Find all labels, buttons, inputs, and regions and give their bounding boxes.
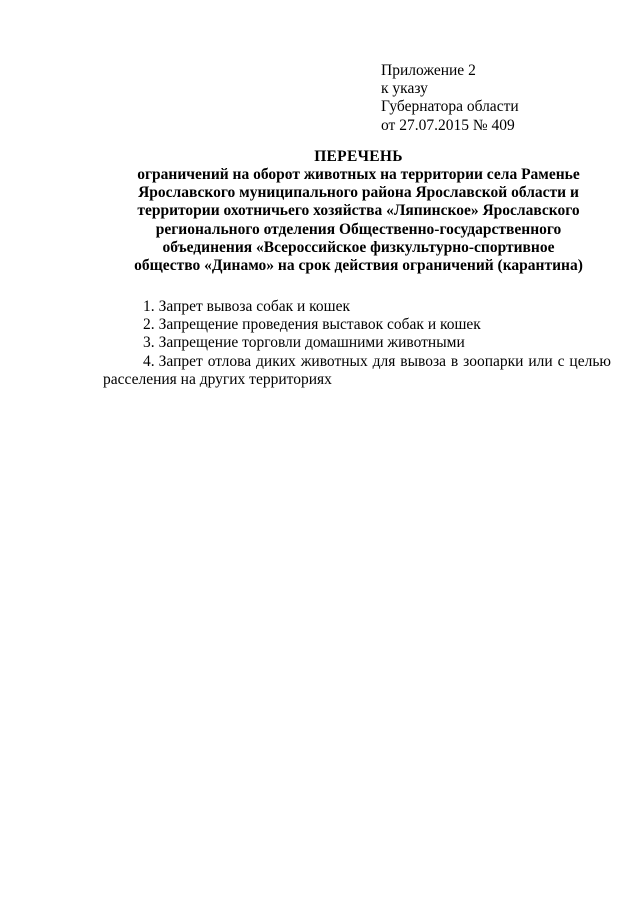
subtitle-line: территории охотничьего хозяйства «Ляпинское» Ярославского <box>137 202 580 220</box>
list-item <box>103 316 611 334</box>
list-item <box>103 353 611 389</box>
document-title: ПЕРЕЧЕНЬ <box>314 148 403 165</box>
list-item-text: Запрещение проведения выставок собак и кошек <box>158 316 481 334</box>
appendix-line: Приложение 2 <box>381 62 476 79</box>
subtitle-line: регионального отделения Общественно-государственного <box>155 220 562 238</box>
subtitle-line: Ярославского муниципального района Ярославской области и <box>138 184 579 202</box>
subtitle-line: общество «Динамо» на срок действия ограничений (карантина) <box>134 257 583 275</box>
subtitle-line: ограничений на оборот животных на территории села Раменье <box>137 166 580 183</box>
list-item-text: Запрет отлова диких животных для вывоза в зоопарки или с целью <box>158 352 611 370</box>
list-item-number: 3. <box>143 334 155 352</box>
list-item <box>103 298 611 316</box>
appendix-line: Губернатора области <box>381 98 519 116</box>
appendix-block <box>381 62 621 135</box>
list-item <box>103 334 611 352</box>
list-item-number: 1. <box>143 298 155 315</box>
list-item-line <box>103 353 611 371</box>
list-item-number: 4. <box>143 352 155 370</box>
document-subtitle <box>103 166 614 275</box>
list-item-number: 2. <box>143 316 155 334</box>
restrictions-list <box>103 298 611 389</box>
subtitle-line: объединения «Всероссийское физкультурно-спортивное <box>162 238 555 256</box>
appendix-line: от 27.07.2015 № 409 <box>381 116 515 134</box>
list-item-text: Запрещение торговли домашними животными <box>158 334 465 352</box>
appendix-line: к указу <box>381 80 428 98</box>
list-item-text: Запрет вывоза собак и кошек <box>158 298 351 315</box>
list-item-line: расселения на других территориях <box>103 370 332 388</box>
